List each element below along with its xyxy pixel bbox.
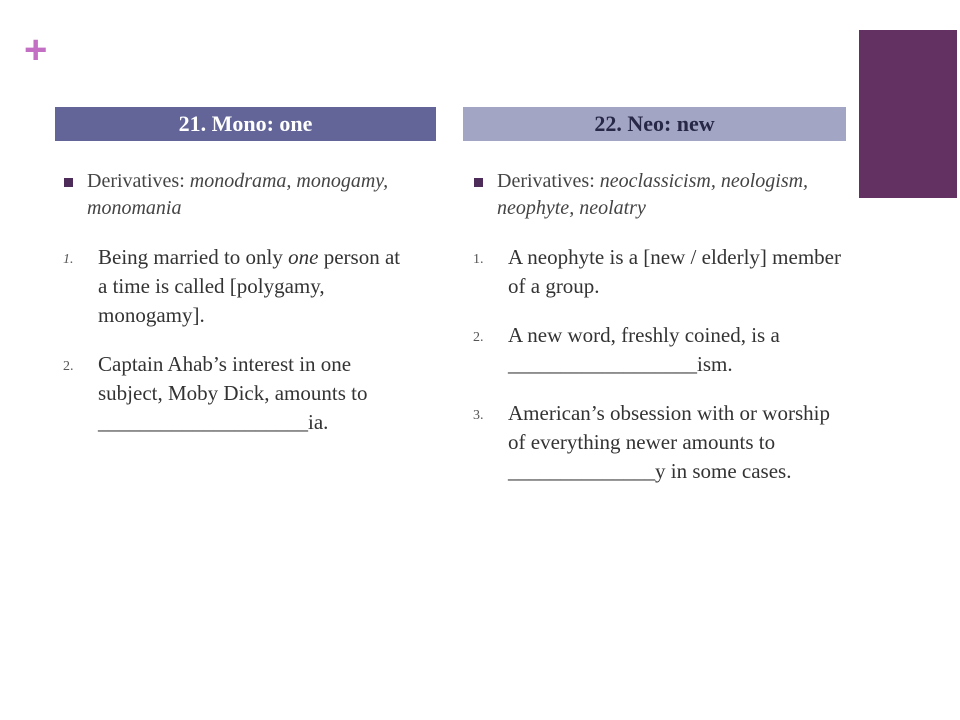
accent-bar <box>859 30 957 198</box>
item-text: person at a time is called [polygamy, monogamy]. <box>98 245 401 327</box>
plus-icon: + <box>24 28 48 72</box>
list-item <box>60 243 405 330</box>
right-column-header: 22. Neo: new <box>463 107 846 141</box>
item-number: 3. <box>473 408 484 423</box>
item-emphasis: one <box>288 245 319 269</box>
left-column-header: 21. Mono: one <box>55 107 436 141</box>
list-item <box>470 243 845 301</box>
item-number: 1. <box>473 252 484 267</box>
left-derivatives <box>60 168 405 222</box>
derivatives-words: monodrama, monogamy, monomania <box>87 170 389 219</box>
list-item <box>470 399 845 486</box>
item-number: 2. <box>473 330 484 345</box>
item-number: 1. <box>63 252 74 267</box>
item-text: A new word, freshly coined, is a __________________ism. <box>508 323 780 376</box>
item-number: 2. <box>63 359 74 374</box>
item-text: Captain Ahab’s interest in one subject, Moby Dick, amounts to ____________________ia. <box>98 352 368 434</box>
item-text: Being married to only <box>98 245 289 269</box>
item-text: A neophyte is a [new / elderly] member of a group. <box>508 245 841 298</box>
derivatives-label: Derivatives: <box>497 170 600 192</box>
derivatives-label: Derivatives: <box>87 170 190 192</box>
square-bullet-icon <box>64 178 73 187</box>
list-item <box>470 321 845 379</box>
right-column <box>470 168 845 506</box>
item-text: American’s obsession with or worship of everything newer amounts to ______________y in some cases. <box>508 401 830 483</box>
derivatives-words: neoclassicism, neologism, neophyte, neolatry <box>497 170 809 219</box>
square-bullet-icon <box>474 178 483 187</box>
right-derivatives <box>470 168 845 222</box>
list-item <box>60 350 405 437</box>
left-column <box>60 168 405 457</box>
